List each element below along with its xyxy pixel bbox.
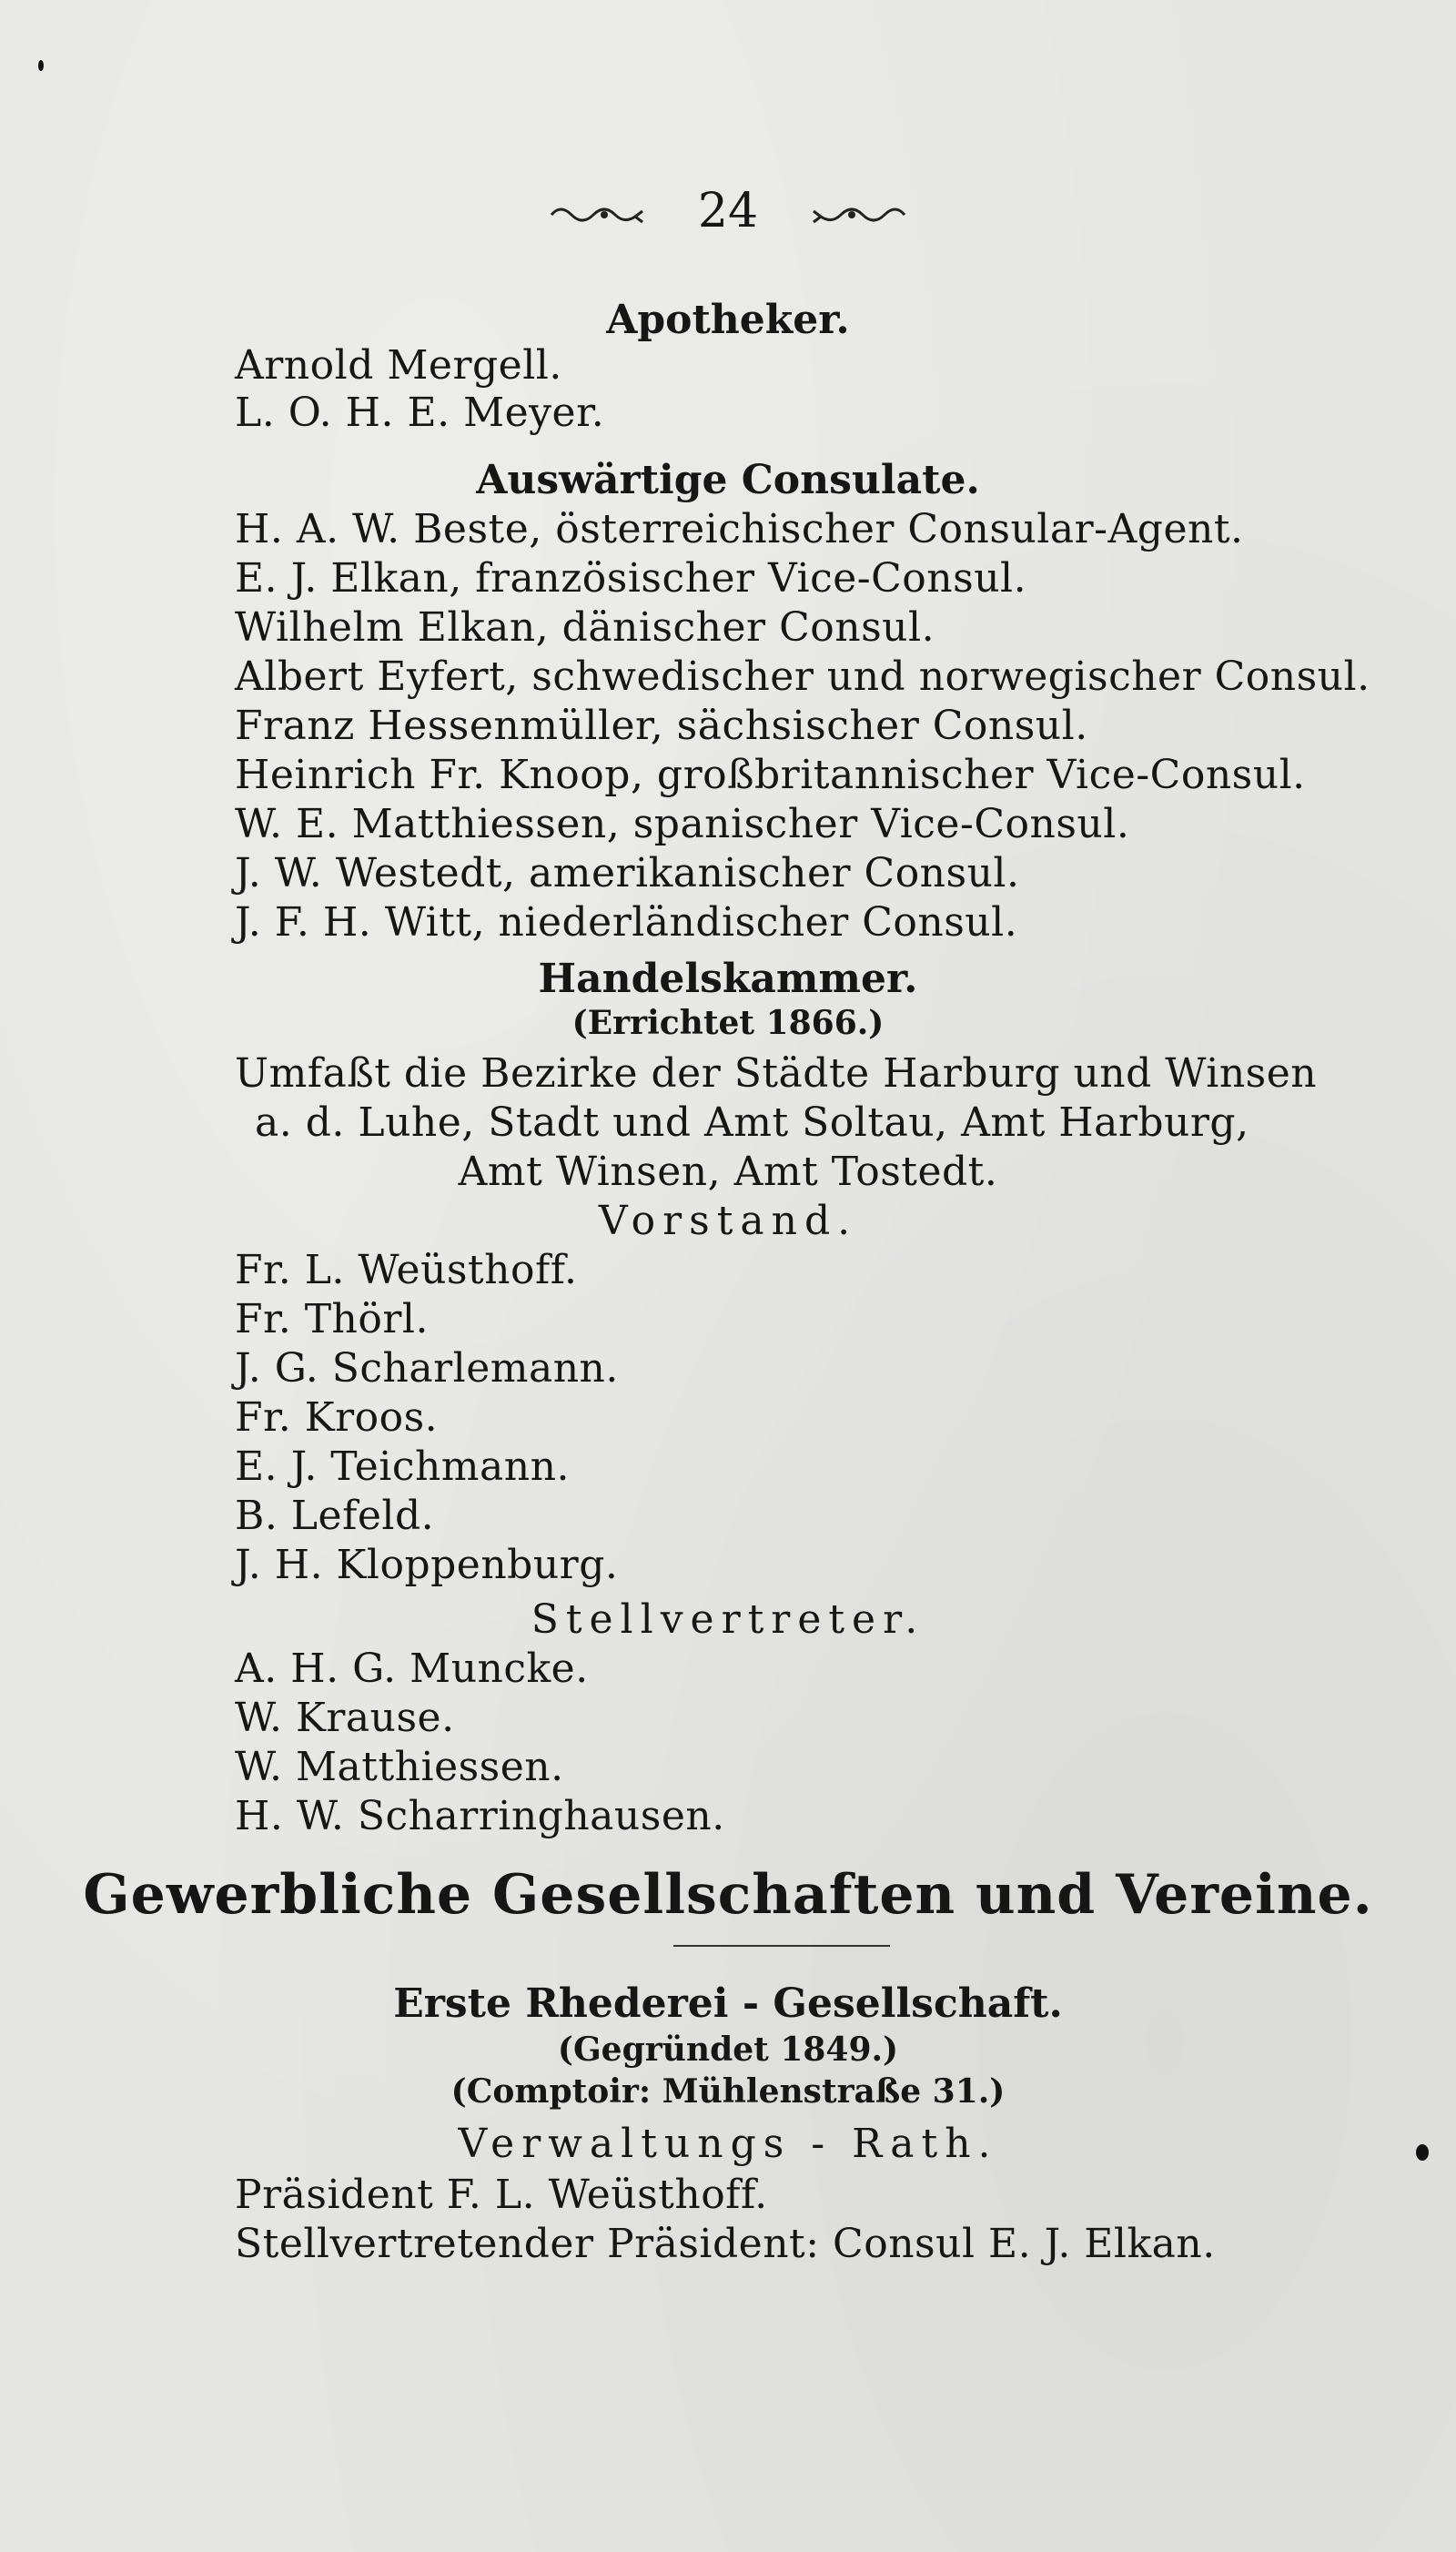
consul-entry: H. A. W. Beste, österreichischer Consular-Agent. [235, 506, 1244, 552]
consul-entry: E. J. Elkan, französischer Vice-Consul. [235, 555, 1027, 602]
apotheker-entry: Arnold Mergell. [235, 342, 562, 389]
ornament-right-icon [799, 201, 908, 228]
handelskammer-note: (Errichtet 1866.) [571, 1004, 885, 1042]
stellvertreter-entry: W. Krause. [235, 1695, 455, 1741]
stellvertreter-title: Stellvertreter. [531, 1596, 925, 1643]
rhederei-comptoir: (Comptoir: Mühlenstraße 31.) [450, 2072, 1006, 2111]
vorstand-entry: B. Lefeld. [235, 1493, 435, 1539]
page-number: 24 [697, 184, 759, 238]
rath-member: Präsident F. L. Weüsthoff. [235, 2172, 768, 2218]
vorstand-entry: Fr. Kroos. [235, 1394, 439, 1441]
consul-entry: J. W. Westedt, amerikanischer Consul. [235, 850, 1020, 896]
section-title-consulate: Auswärtige Consulate. [476, 457, 980, 503]
vorstand-entry: J. G. Scharlemann. [235, 1345, 619, 1392]
ornament-left-icon [548, 201, 657, 228]
apotheker-entry: L. O. H. E. Meyer. [235, 390, 605, 436]
vorstand-title: Vorstand. [598, 1198, 858, 1244]
handelskammer-description: Amt Winsen, Amt Tostedt. [458, 1149, 998, 1195]
vorstand-entry: Fr. L. Weüsthoff. [235, 1247, 578, 1293]
consul-entry: W. E. Matthiessen, spanischer Vice-Consul. [235, 801, 1130, 847]
rath-member: Stellvertretender Präsident: Consul E. J. Elkan. [235, 2221, 1216, 2267]
section-title-handelskammer: Handelskammer. [538, 956, 918, 1002]
consul-entry: Wilhelm Elkan, dänischer Consul. [235, 604, 935, 651]
consul-entry: Albert Eyfert, schwedischer und norwegischer Consul. [235, 653, 1370, 700]
handelskammer-description: a. d. Luhe, Stadt und Amt Soltau, Amt Harburg, [255, 1099, 1249, 1146]
vorstand-entry: E. J. Teichmann. [235, 1443, 570, 1490]
consul-entry: Heinrich Fr. Knoop, großbritannischer Vice-Consul. [235, 752, 1306, 798]
section-title-apotheker: Apotheker. [606, 297, 850, 343]
consul-entry: Franz Hessenmüller, sächsischer Consul. [235, 703, 1088, 749]
print-speck [38, 60, 44, 71]
stellvertreter-entry: W. Matthiessen. [235, 1744, 564, 1790]
handelskammer-description: Umfaßt die Bezirke der Städte Harburg und Winsen [235, 1050, 1318, 1097]
stellvertreter-entry: A. H. G. Muncke. [235, 1646, 589, 1692]
section-title-gewerbliche: Gewerbliche Gesellschaften und Vereine. [83, 1863, 1373, 1927]
vorstand-entry: Fr. Thörl. [235, 1296, 429, 1342]
section-title-rhederei: Erste Rhederei - Gesellschaft. [393, 1980, 1063, 2027]
section-divider [673, 1945, 890, 1947]
rhederei-founded: (Gegründet 1849.) [557, 2030, 899, 2069]
vorstand-entry: J. H. Kloppenburg. [235, 1542, 619, 1588]
stellvertreter-entry: H. W. Scharringhausen. [235, 1793, 725, 1839]
print-speck [1416, 2144, 1429, 2161]
page-header [0, 184, 1456, 238]
verwaltungsrath-title: Verwaltungs - Rath. [458, 2121, 998, 2167]
consul-entry: J. F. H. Witt, niederländischer Consul. [235, 899, 1018, 946]
